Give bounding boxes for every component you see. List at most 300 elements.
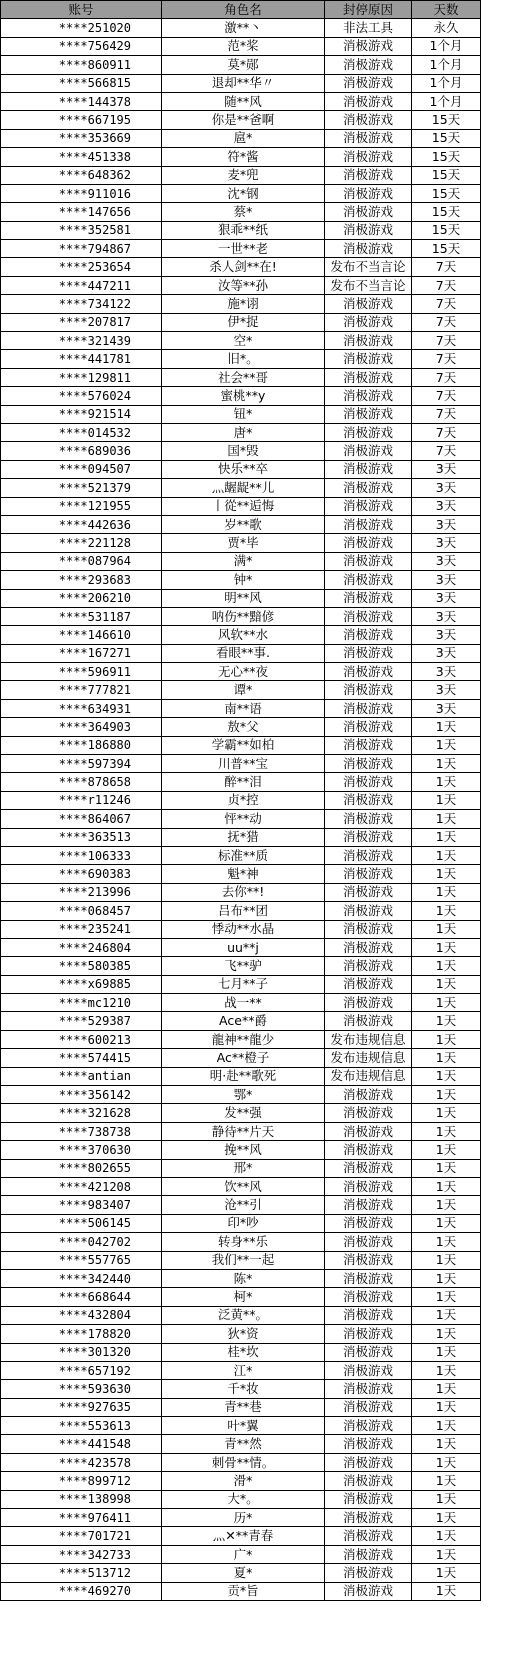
ban-reason-cell: 消极游戏	[325, 1288, 412, 1306]
table-row	[1, 203, 481, 221]
table-row	[1, 148, 481, 166]
ban-reason-cell: 消极游戏	[325, 460, 412, 478]
character-name-cell: 青**巷	[162, 1398, 325, 1416]
account-cell: ****580385	[1, 957, 162, 975]
account-cell: ****596911	[1, 663, 162, 681]
ban-reason-cell: 消极游戏	[325, 755, 412, 773]
character-name-cell: Ace**爵	[162, 1012, 325, 1030]
table-row	[1, 1196, 481, 1214]
account-cell: ****167271	[1, 644, 162, 662]
table-row	[1, 1361, 481, 1379]
character-name-cell: 莫*郧	[162, 56, 325, 74]
table-header	[1, 1, 481, 19]
account-cell: ****147656	[1, 203, 162, 221]
header-account: 账号	[1, 1, 162, 19]
account-cell: ****860911	[1, 56, 162, 74]
ban-reason-cell: 消极游戏	[325, 718, 412, 736]
table-row	[1, 460, 481, 478]
days-cell: 1天	[412, 755, 481, 773]
days-cell: 1天	[412, 718, 481, 736]
character-name-cell: uu**j	[162, 938, 325, 956]
days-cell: 1天	[412, 1288, 481, 1306]
ban-reason-cell: 消极游戏	[325, 37, 412, 55]
ban-reason-cell: 消极游戏	[325, 681, 412, 699]
character-name-cell: 岁**歌	[162, 515, 325, 533]
character-name-cell: 广*	[162, 1545, 325, 1563]
days-cell: 1天	[412, 828, 481, 846]
account-cell: ****121955	[1, 497, 162, 515]
ban-reason-cell: 消极游戏	[325, 166, 412, 184]
account-cell: ****521379	[1, 479, 162, 497]
ban-reason-cell: 消极游戏	[325, 332, 412, 350]
table-row	[1, 902, 481, 920]
days-cell: 1天	[412, 1306, 481, 1324]
character-name-cell: 历*	[162, 1509, 325, 1527]
character-name-cell: 一世**老	[162, 240, 325, 258]
ban-reason-cell: 消极游戏	[325, 1435, 412, 1453]
ban-reason-cell: 消极游戏	[325, 1564, 412, 1582]
character-name-cell: 你是**爸啊	[162, 111, 325, 129]
account-cell: ****597394	[1, 755, 162, 773]
ban-reason-cell: 消极游戏	[325, 1582, 412, 1600]
character-name-cell: 唐*	[162, 423, 325, 441]
days-cell: 15天	[412, 129, 481, 147]
account-cell: ****531187	[1, 607, 162, 625]
account-cell: ****094507	[1, 460, 162, 478]
ban-reason-cell: 消极游戏	[325, 1509, 412, 1527]
ban-reason-cell: 消极游戏	[325, 148, 412, 166]
days-cell: 15天	[412, 166, 481, 184]
account-cell: ****447211	[1, 276, 162, 294]
character-name-cell: 魁*神	[162, 865, 325, 883]
character-name-cell: 悸动**水晶	[162, 920, 325, 938]
ban-reason-cell: 消极游戏	[325, 1545, 412, 1563]
account-cell: ****206210	[1, 589, 162, 607]
table-row	[1, 37, 481, 55]
table-row	[1, 442, 481, 460]
table-row	[1, 699, 481, 717]
ban-reason-cell: 消极游戏	[325, 1453, 412, 1471]
ban-reason-cell: 消极游戏	[325, 994, 412, 1012]
character-name-cell: 南**语	[162, 699, 325, 717]
character-name-cell: 陈*	[162, 1269, 325, 1287]
ban-reason-cell: 消极游戏	[325, 883, 412, 901]
table-row	[1, 1141, 481, 1159]
ban-reason-cell: 消极游戏	[325, 828, 412, 846]
table-row	[1, 1582, 481, 1600]
header-character-name: 角色名	[162, 1, 325, 19]
ban-reason-cell: 发布违规信息	[325, 1067, 412, 1085]
account-cell: ****251020	[1, 19, 162, 37]
ban-reason-cell: 消极游戏	[325, 1490, 412, 1508]
ban-reason-cell: 消极游戏	[325, 1086, 412, 1104]
ban-reason-cell: 消极游戏	[325, 313, 412, 331]
account-cell: ****178820	[1, 1325, 162, 1343]
account-cell: ****042702	[1, 1233, 162, 1251]
header-days: 天数	[412, 1, 481, 19]
ban-reason-cell: 消极游戏	[325, 1178, 412, 1196]
table-row	[1, 515, 481, 533]
character-name-cell: 无心**夜	[162, 663, 325, 681]
ban-reason-cell: 消极游戏	[325, 902, 412, 920]
ban-reason-cell: 消极游戏	[325, 442, 412, 460]
character-name-cell: 看眼**事.	[162, 644, 325, 662]
account-cell: ****301320	[1, 1343, 162, 1361]
days-cell: 1天	[412, 1049, 481, 1067]
table-row	[1, 1086, 481, 1104]
account-cell: ****802655	[1, 1159, 162, 1177]
days-cell: 1天	[412, 1545, 481, 1563]
account-cell: ****777821	[1, 681, 162, 699]
table-row	[1, 1251, 481, 1269]
account-cell: ****513712	[1, 1564, 162, 1582]
table-row	[1, 865, 481, 883]
character-name-cell: 去你**!	[162, 883, 325, 901]
character-name-cell: 贡*旨	[162, 1582, 325, 1600]
character-name-cell: 风软**水	[162, 626, 325, 644]
table-row	[1, 479, 481, 497]
table-row	[1, 681, 481, 699]
ban-reason-cell: 发布不当言论	[325, 276, 412, 294]
account-cell: ****553613	[1, 1417, 162, 1435]
ban-reason-cell: 消极游戏	[325, 1269, 412, 1287]
account-cell: ****r11246	[1, 791, 162, 809]
character-name-cell: 滑*	[162, 1472, 325, 1490]
account-cell: ****129811	[1, 368, 162, 386]
days-cell: 1天	[412, 1233, 481, 1251]
days-cell: 15天	[412, 184, 481, 202]
account-cell: ****423578	[1, 1453, 162, 1471]
days-cell: 3天	[412, 534, 481, 552]
ban-reason-cell: 消极游戏	[325, 571, 412, 589]
ban-reason-cell: 消极游戏	[325, 1122, 412, 1140]
ban-reason-cell: 消极游戏	[325, 552, 412, 570]
character-name-cell: 扈*	[162, 129, 325, 147]
table-row	[1, 350, 481, 368]
table-row	[1, 1490, 481, 1508]
table-row	[1, 534, 481, 552]
table-row	[1, 663, 481, 681]
account-cell: ****421208	[1, 1178, 162, 1196]
table-row	[1, 810, 481, 828]
days-cell: 永久	[412, 19, 481, 37]
character-name-cell: 桂*坎	[162, 1343, 325, 1361]
table-row	[1, 571, 481, 589]
account-cell: ****794867	[1, 240, 162, 258]
ban-reason-cell: 消极游戏	[325, 479, 412, 497]
character-name-cell: 激**丶	[162, 19, 325, 37]
ban-reason-cell: 消极游戏	[325, 1361, 412, 1379]
account-cell: ****738738	[1, 1122, 162, 1140]
character-name-cell: 灬龌龊**儿	[162, 479, 325, 497]
table-row	[1, 1453, 481, 1471]
table-row	[1, 846, 481, 864]
account-cell: ****293683	[1, 571, 162, 589]
days-cell: 1天	[412, 1159, 481, 1177]
days-cell: 15天	[412, 240, 481, 258]
days-cell: 15天	[412, 203, 481, 221]
character-name-cell: 饮**风	[162, 1178, 325, 1196]
character-name-cell: 蜜桃**y	[162, 387, 325, 405]
table-row	[1, 938, 481, 956]
days-cell: 1天	[412, 1012, 481, 1030]
account-cell: ****321628	[1, 1104, 162, 1122]
character-name-cell: 蔡*	[162, 203, 325, 221]
account-cell: ****668644	[1, 1288, 162, 1306]
account-cell: ****138998	[1, 1490, 162, 1508]
account-cell: ****321439	[1, 332, 162, 350]
table-row	[1, 1214, 481, 1232]
account-cell: ****370630	[1, 1141, 162, 1159]
account-cell: ****mc1210	[1, 994, 162, 1012]
account-cell: ****146610	[1, 626, 162, 644]
ban-reason-cell: 消极游戏	[325, 56, 412, 74]
days-cell: 1天	[412, 865, 481, 883]
character-name-cell: 千*妆	[162, 1380, 325, 1398]
table-row	[1, 994, 481, 1012]
ban-reason-cell: 消极游戏	[325, 1398, 412, 1416]
character-name-cell: 我们**一起	[162, 1251, 325, 1269]
ban-reason-cell: 消极游戏	[325, 1343, 412, 1361]
character-name-cell: 明**风	[162, 589, 325, 607]
account-cell: ****087964	[1, 552, 162, 570]
ban-reason-cell: 消极游戏	[325, 1141, 412, 1159]
days-cell: 1天	[412, 1472, 481, 1490]
table-row	[1, 1564, 481, 1582]
account-cell: ****353669	[1, 129, 162, 147]
character-name-cell: 鄂*	[162, 1086, 325, 1104]
character-name-cell: 旧*。	[162, 350, 325, 368]
ban-reason-cell: 消极游戏	[325, 644, 412, 662]
ban-reason-cell: 消极游戏	[325, 920, 412, 938]
header-row	[1, 1, 481, 19]
character-name-cell: 狠乖**纸	[162, 221, 325, 239]
days-cell: 1天	[412, 1453, 481, 1471]
ban-reason-cell: 消极游戏	[325, 1380, 412, 1398]
ban-reason-cell: 消极游戏	[325, 957, 412, 975]
account-cell: ****352581	[1, 221, 162, 239]
table-row	[1, 74, 481, 92]
ban-reason-cell: 消极游戏	[325, 1306, 412, 1324]
days-cell: 3天	[412, 626, 481, 644]
ban-reason-cell: 消极游戏	[325, 865, 412, 883]
days-cell: 1天	[412, 773, 481, 791]
ban-reason-cell: 消极游戏	[325, 1233, 412, 1251]
account-cell: ****014532	[1, 423, 162, 441]
account-cell: ****356142	[1, 1086, 162, 1104]
table-row	[1, 129, 481, 147]
days-cell: 3天	[412, 552, 481, 570]
ban-reason-cell: 消极游戏	[325, 240, 412, 258]
table-row	[1, 1435, 481, 1453]
table-row	[1, 1122, 481, 1140]
days-cell: 1天	[412, 1509, 481, 1527]
character-name-cell: 贞*控	[162, 791, 325, 809]
ban-reason-cell: 消极游戏	[325, 405, 412, 423]
table-row	[1, 387, 481, 405]
ban-reason-cell: 消极游戏	[325, 791, 412, 809]
character-name-cell: 杀人剑**在!	[162, 258, 325, 276]
account-cell: ****441548	[1, 1435, 162, 1453]
table-row	[1, 1049, 481, 1067]
account-cell: ****983407	[1, 1196, 162, 1214]
account-cell: ****207817	[1, 313, 162, 331]
account-cell: ****634931	[1, 699, 162, 717]
ban-reason-cell: 消极游戏	[325, 497, 412, 515]
ban-reason-cell: 消极游戏	[325, 1527, 412, 1545]
table-row	[1, 1417, 481, 1435]
days-cell: 3天	[412, 460, 481, 478]
account-cell: ****432804	[1, 1306, 162, 1324]
account-cell: ****657192	[1, 1361, 162, 1379]
table-row	[1, 405, 481, 423]
ban-reason-cell: 消极游戏	[325, 736, 412, 754]
days-cell: 1天	[412, 1141, 481, 1159]
account-cell: ****557765	[1, 1251, 162, 1269]
character-name-cell: 叶*翼	[162, 1417, 325, 1435]
character-name-cell: 空*	[162, 332, 325, 350]
account-cell: ****antian	[1, 1067, 162, 1085]
character-name-cell: 泛黄**。	[162, 1306, 325, 1324]
table-row	[1, 56, 481, 74]
character-name-cell: 邢*	[162, 1159, 325, 1177]
table-row	[1, 332, 481, 350]
days-cell: 1天	[412, 1435, 481, 1453]
account-cell: ****756429	[1, 37, 162, 55]
days-cell: 1天	[412, 810, 481, 828]
character-name-cell: 范*桨	[162, 37, 325, 55]
ban-reason-cell: 消极游戏	[325, 663, 412, 681]
account-cell: ****864067	[1, 810, 162, 828]
character-name-cell: 大*。	[162, 1490, 325, 1508]
days-cell: 1天	[412, 1527, 481, 1545]
ban-reason-cell: 消极游戏	[325, 295, 412, 313]
table-row	[1, 828, 481, 846]
days-cell: 7天	[412, 332, 481, 350]
account-cell: ****899712	[1, 1472, 162, 1490]
days-cell: 1天	[412, 1490, 481, 1508]
days-cell: 1天	[412, 1104, 481, 1122]
character-name-cell: 战一**	[162, 994, 325, 1012]
character-name-cell: 沧**引	[162, 1196, 325, 1214]
character-name-cell: 社会**哥	[162, 368, 325, 386]
character-name-cell: 谭*	[162, 681, 325, 699]
account-cell: ****106333	[1, 846, 162, 864]
character-name-cell: 江*	[162, 1361, 325, 1379]
table-row	[1, 1269, 481, 1287]
days-cell: 3天	[412, 644, 481, 662]
character-name-cell: 醉**泪	[162, 773, 325, 791]
days-cell: 7天	[412, 442, 481, 460]
days-cell: 1天	[412, 957, 481, 975]
character-name-cell: 施*诩	[162, 295, 325, 313]
character-name-cell: 夏*	[162, 1564, 325, 1582]
ban-reason-cell: 消极游戏	[325, 1196, 412, 1214]
character-name-cell: 麦*兜	[162, 166, 325, 184]
days-cell: 15天	[412, 148, 481, 166]
account-cell: ****576024	[1, 387, 162, 405]
days-cell: 7天	[412, 387, 481, 405]
account-cell: ****x69885	[1, 975, 162, 993]
days-cell: 15天	[412, 111, 481, 129]
days-cell: 1天	[412, 1196, 481, 1214]
days-cell: 1个月	[412, 56, 481, 74]
character-name-cell: 青**然	[162, 1435, 325, 1453]
account-cell: ****342733	[1, 1545, 162, 1563]
table-row	[1, 1104, 481, 1122]
ban-reason-cell: 消极游戏	[325, 350, 412, 368]
days-cell: 7天	[412, 258, 481, 276]
account-cell: ****911016	[1, 184, 162, 202]
ban-reason-cell: 消极游戏	[325, 589, 412, 607]
character-name-cell: 发**强	[162, 1104, 325, 1122]
days-cell: 1个月	[412, 92, 481, 110]
ban-reason-cell: 非法工具	[325, 19, 412, 37]
ban-reason-cell: 发布违规信息	[325, 1049, 412, 1067]
character-name-cell: 敖*父	[162, 718, 325, 736]
character-name-cell: 刺骨**情。	[162, 1453, 325, 1471]
table-row	[1, 607, 481, 625]
character-name-cell: 快乐**卒	[162, 460, 325, 478]
ban-reason-cell: 消极游戏	[325, 534, 412, 552]
account-cell: ****701721	[1, 1527, 162, 1545]
days-cell: 1天	[412, 1417, 481, 1435]
days-cell: 1天	[412, 1122, 481, 1140]
ban-reason-cell: 消极游戏	[325, 129, 412, 147]
table-row	[1, 1288, 481, 1306]
character-name-cell: 狄*资	[162, 1325, 325, 1343]
character-name-cell: 川普**宝	[162, 755, 325, 773]
character-name-cell: 七月**子	[162, 975, 325, 993]
character-name-cell: 吕布**团	[162, 902, 325, 920]
character-name-cell: 飞**驴	[162, 957, 325, 975]
table-row	[1, 1527, 481, 1545]
character-name-cell: 沈*钢	[162, 184, 325, 202]
ban-reason-cell: 消极游戏	[325, 515, 412, 533]
days-cell: 1天	[412, 1325, 481, 1343]
days-cell: 1天	[412, 920, 481, 938]
days-cell: 1天	[412, 1343, 481, 1361]
days-cell: 1天	[412, 1214, 481, 1232]
account-cell: ****566815	[1, 74, 162, 92]
account-cell: ****451338	[1, 148, 162, 166]
table-row	[1, 1343, 481, 1361]
table-row	[1, 497, 481, 515]
table-body	[1, 19, 481, 1601]
account-cell: ****529387	[1, 1012, 162, 1030]
character-name-cell: 挽**风	[162, 1141, 325, 1159]
days-cell: 3天	[412, 699, 481, 717]
table-row	[1, 1325, 481, 1343]
account-cell: ****574415	[1, 1049, 162, 1067]
character-name-cell: 柯*	[162, 1288, 325, 1306]
days-cell: 1天	[412, 883, 481, 901]
account-cell: ****734122	[1, 295, 162, 313]
days-cell: 7天	[412, 368, 481, 386]
table-row	[1, 295, 481, 313]
account-cell: ****600213	[1, 1030, 162, 1048]
days-cell: 1个月	[412, 74, 481, 92]
days-cell: 1天	[412, 791, 481, 809]
table-row	[1, 975, 481, 993]
ban-reason-cell: 消极游戏	[325, 92, 412, 110]
days-cell: 7天	[412, 276, 481, 294]
account-cell: ****364903	[1, 718, 162, 736]
account-cell: ****690383	[1, 865, 162, 883]
character-name-cell: 明·赴**歌死	[162, 1067, 325, 1085]
days-cell: 1天	[412, 902, 481, 920]
account-cell: ****221128	[1, 534, 162, 552]
